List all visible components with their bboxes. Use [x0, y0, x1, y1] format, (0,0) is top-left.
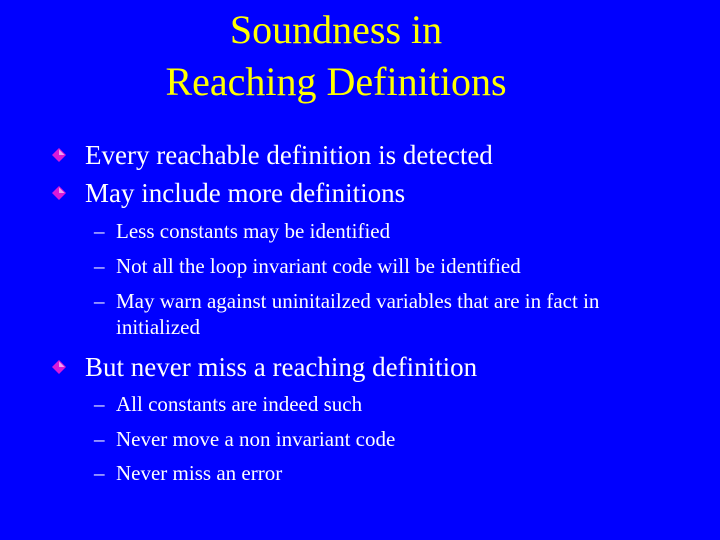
diamond-bullet-icon: [52, 148, 66, 162]
bullet-text: May include more definitions: [85, 178, 406, 208]
dash-marker: –: [94, 427, 105, 451]
bullet-text: Every reachable definition is detected: [85, 140, 493, 170]
diamond-bullet-icon: [52, 186, 66, 200]
diamond-bullet-icon: [52, 360, 66, 374]
sub-bullet-text: Never move a non invariant code: [116, 427, 396, 451]
sub-bullet-text: Not all the loop invariant code will be identified: [116, 254, 521, 278]
bullet-text: But never miss a reaching definition: [85, 352, 478, 382]
dash-marker: –: [94, 254, 105, 278]
dash-marker: –: [94, 289, 105, 313]
sub-bullet-text: Less constants may be identified: [116, 219, 391, 243]
sub-bullet-text: All constants are indeed such: [116, 392, 363, 416]
sub-bullet-text: Never miss an error: [116, 461, 283, 485]
dash-marker: –: [94, 392, 105, 416]
dash-marker: –: [94, 461, 105, 485]
title-line-2: Reaching Definitions: [165, 59, 507, 104]
slide-title: [0, 4, 672, 108]
title-line-1: Soundness in: [229, 7, 443, 52]
dash-marker: –: [94, 219, 105, 243]
sub-bullet-text: May warn against uninitailzed variables that are in fact in initialized: [116, 289, 600, 339]
